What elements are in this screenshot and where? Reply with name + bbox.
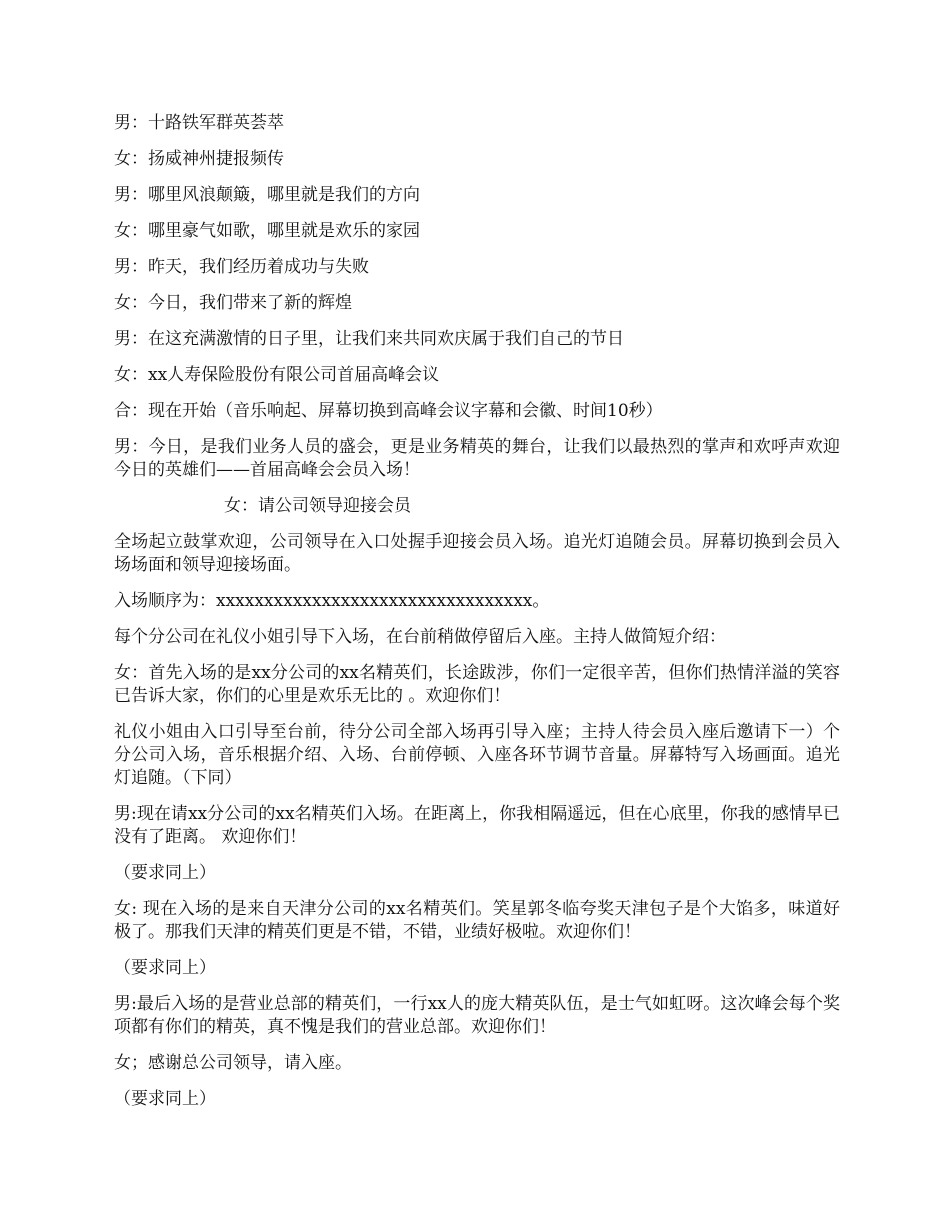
script-line-12: 女：首先入场的是xx分公司的xx名精英们，长途跋涉，你们一定很辛苦，但你们热情洋溢的笑容已告诉大家，你们的心里是欢乐无比的 。欢迎你们！ <box>114 663 840 706</box>
script-line-15: 男:最后入场的是营业总部的精英们，一行xx人的庞大精英队伍，是士气如虹呀。这次峰会每个奖项都有你们的精英，真不愧是我们的营业总部。欢迎你们！ <box>114 994 840 1037</box>
script-line-8: 女：xx人寿保险股份有限公司首届高峰会议 <box>114 365 440 385</box>
script-line-7: 男：在这充满激情的日子里，让我们来共同欢庆属于我们自己的节日 <box>114 329 624 349</box>
script-line-1: 男：十路铁军群英荟萃 <box>114 113 284 133</box>
script-line-4: 女：哪里豪气如歌，哪里就是欢乐的家园 <box>114 221 420 241</box>
script-line-6: 女：今日，我们带来了新的辉煌 <box>114 293 352 313</box>
script-line-16: 女；感谢总公司领导，请入座。 <box>114 1053 352 1073</box>
script-line-2: 女：扬威神州捷报频传 <box>114 149 284 169</box>
requirement-note-1: （要求同上） <box>114 863 216 883</box>
entry-order: 入场顺序为：xxxxxxxxxxxxxxxxxxxxxxxxxxxxxxxxx。 <box>114 591 550 611</box>
stage-direction-1: 全场起立鼓掌欢迎，公司领导在入口处握手迎接会员入场。追光灯追随会员。屏幕切换到会员入场场面和领导迎接场面。 <box>114 532 840 575</box>
stage-direction-3: 礼仪小姐由入口引导至台前，待分公司全部入场再引导入座；主持人待会员入座后邀请下一）个分公司入场，音乐根据介绍、入场、台前停顿、入座各环节调节音量。屏幕特写入场画面。追光灯追随。（下同） <box>114 722 840 788</box>
requirement-note-2: （要求同上） <box>114 958 216 978</box>
script-line-14: 女: 现在入场的是来自天津分公司的xx名精英们。笑星郭冬临夸奖天津包子是个大馅多，味道好极了。那我们天津的精英们更是不错，不错，业绩好极啦。欢迎你们！ <box>114 899 840 942</box>
script-line-5: 男：昨天，我们经历着成功与失败 <box>114 257 369 277</box>
script-line-9: 合：现在开始（音乐响起、屏幕切换到高峰会议字幕和会徽、时间10秒） <box>114 401 663 421</box>
script-line-13: 男:现在请xx分公司的xx名精英们入场。在距离上，你我相隔遥远，但在心底里，你我的感情早已没有了距离。 欢迎你们！ <box>114 804 840 847</box>
script-line-3: 男：哪里风浪颠簸，哪里就是我们的方向 <box>114 185 420 205</box>
stage-direction-2: 每个分公司在礼仪小姐引导下入场，在台前稍做停留后入座。主持人做简短介绍： <box>114 627 726 647</box>
requirement-note-3: （要求同上） <box>114 1089 216 1109</box>
script-line-10: 男：今日，是我们业务人员的盛会，更是业务精英的舞台，让我们以最热烈的掌声和欢呼声欢迎今日的英雄们——首届高峰会会员入场！ <box>114 437 840 480</box>
script-line-11: 女：请公司领导迎接会员 <box>224 496 411 516</box>
